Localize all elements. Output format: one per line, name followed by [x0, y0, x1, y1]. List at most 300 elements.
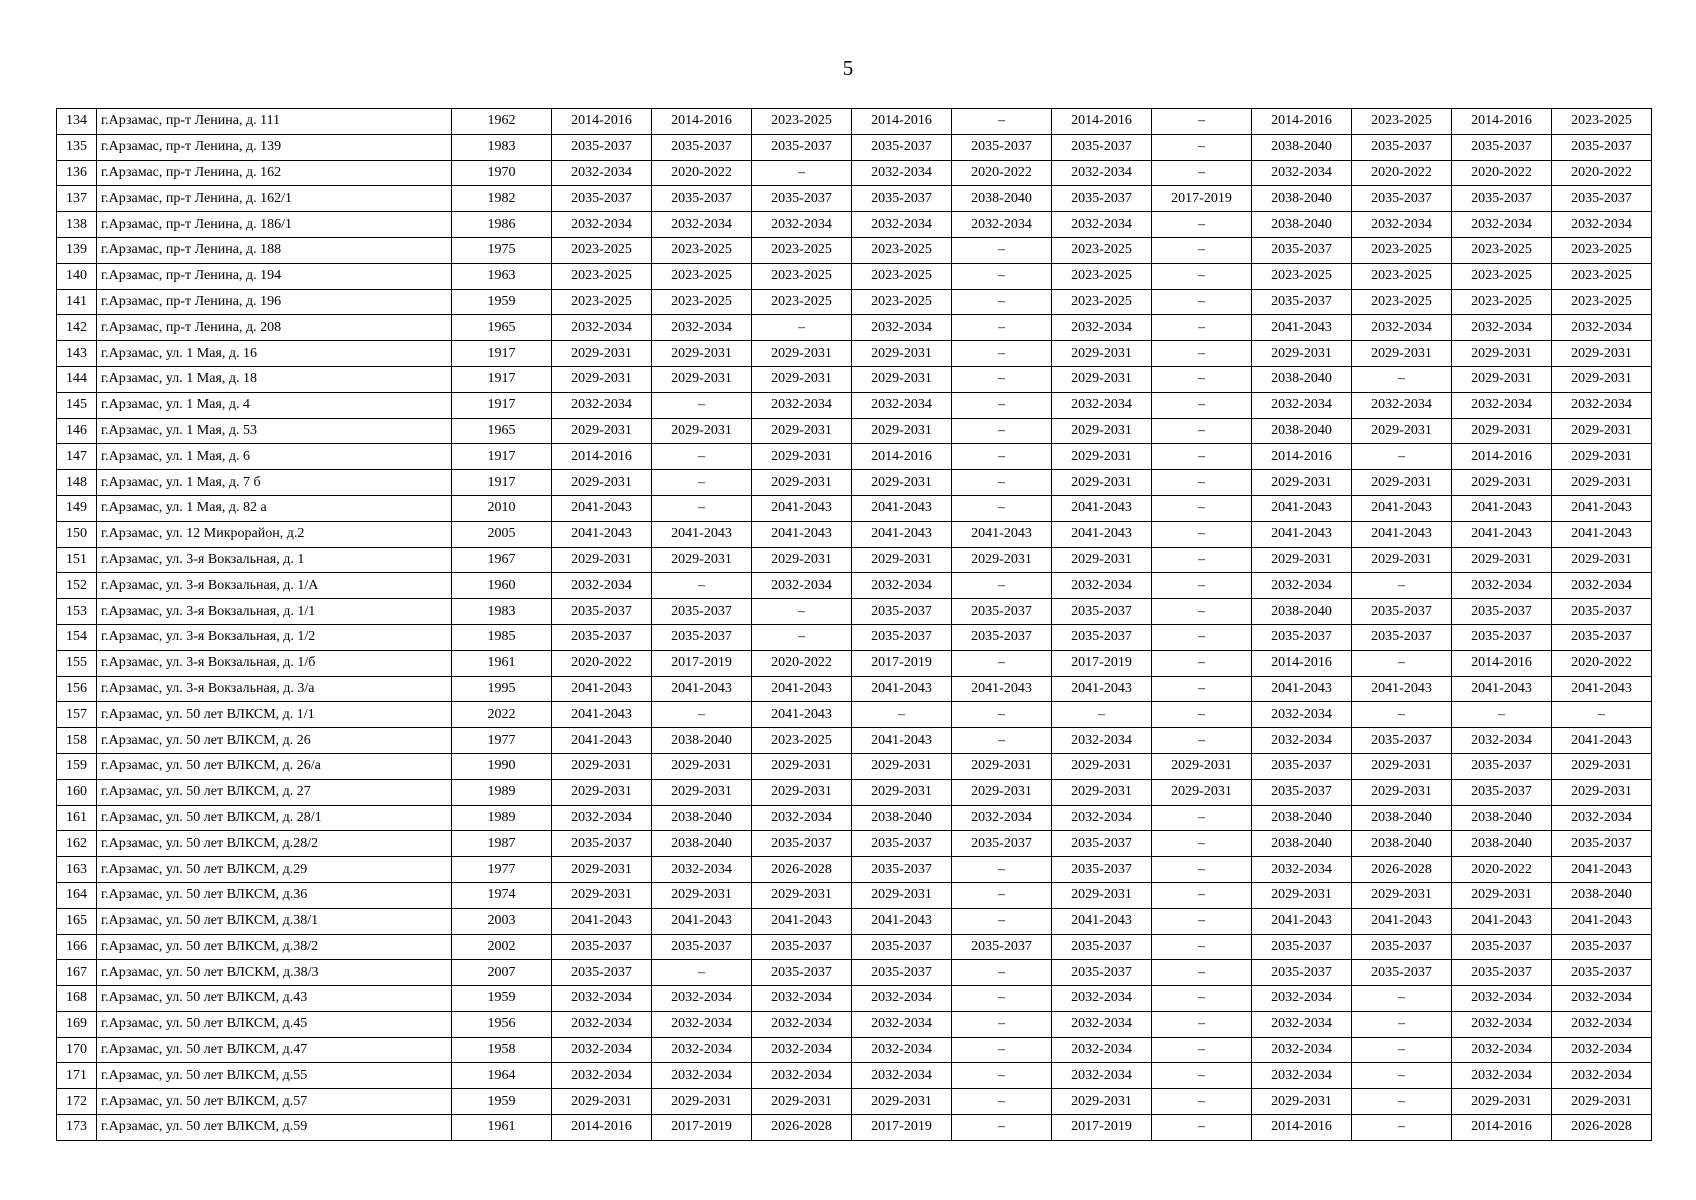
- row-number-cell: 140: [57, 263, 97, 289]
- period-cell-5: –: [952, 289, 1052, 315]
- year-built-cell: 1917: [452, 470, 552, 496]
- period-cell-10: 2035-2037: [1452, 134, 1552, 160]
- period-cell-10: 2038-2040: [1452, 805, 1552, 831]
- period-cell-9: 2038-2040: [1352, 831, 1452, 857]
- address-cell: г.Арзамас, ул. 3-я Вокзальная, д. 1/1: [97, 599, 452, 625]
- period-cell-8: 2038-2040: [1252, 805, 1352, 831]
- period-cell-11: 2032-2034: [1552, 805, 1652, 831]
- table-row: [57, 779, 1652, 805]
- period-cell-1: 2032-2034: [552, 160, 652, 186]
- period-cell-10: 2029-2031: [1452, 882, 1552, 908]
- period-cell-9: 2029-2031: [1352, 470, 1452, 496]
- period-cell-1: 2041-2043: [552, 495, 652, 521]
- period-cell-9: 2029-2031: [1352, 418, 1452, 444]
- table-row: [57, 805, 1652, 831]
- period-cell-7: –: [1152, 599, 1252, 625]
- year-built-cell: 1965: [452, 315, 552, 341]
- address-cell: г.Арзамас, ул. 50 лет ВЛКСМ, д. 28/1: [97, 805, 452, 831]
- row-number-cell: 149: [57, 495, 97, 521]
- period-cell-3: 2032-2034: [752, 1011, 852, 1037]
- year-built-cell: 1975: [452, 237, 552, 263]
- period-cell-3: 2023-2025: [752, 728, 852, 754]
- table-row: [57, 392, 1652, 418]
- period-cell-1: 2029-2031: [552, 1089, 652, 1115]
- period-cell-2: 2038-2040: [652, 728, 752, 754]
- period-cell-2: 2023-2025: [652, 263, 752, 289]
- period-cell-2: 2035-2037: [652, 599, 752, 625]
- period-cell-8: 2032-2034: [1252, 573, 1352, 599]
- row-number-cell: 147: [57, 444, 97, 470]
- period-cell-9: 2041-2043: [1352, 908, 1452, 934]
- period-cell-1: 2029-2031: [552, 857, 652, 883]
- row-number-cell: 157: [57, 702, 97, 728]
- period-cell-3: 2029-2031: [752, 444, 852, 470]
- period-cell-1: 2023-2025: [552, 289, 652, 315]
- address-cell: г.Арзамас, ул. 1 Мая, д. 4: [97, 392, 452, 418]
- period-cell-7: –: [1152, 573, 1252, 599]
- address-cell: г.Арзамас, пр-т Ленина, д. 162/1: [97, 186, 452, 212]
- period-cell-9: 2026-2028: [1352, 857, 1452, 883]
- period-cell-10: 2032-2034: [1452, 1037, 1552, 1063]
- period-cell-1: 2029-2031: [552, 547, 652, 573]
- address-cell: г.Арзамас, ул. 3-я Вокзальная, д. 1/А: [97, 573, 452, 599]
- period-cell-6: 2032-2034: [1052, 1063, 1152, 1089]
- period-cell-6: 2032-2034: [1052, 986, 1152, 1012]
- period-cell-8: 2032-2034: [1252, 1063, 1352, 1089]
- period-cell-11: 2035-2037: [1552, 186, 1652, 212]
- period-cell-4: 2029-2031: [852, 753, 952, 779]
- period-cell-9: –: [1352, 573, 1452, 599]
- address-cell: г.Арзамас, ул. 50 лет ВЛКСМ, д. 1/1: [97, 702, 452, 728]
- period-cell-11: 2032-2034: [1552, 1063, 1652, 1089]
- period-cell-9: 2023-2025: [1352, 263, 1452, 289]
- address-cell: г.Арзамас, ул. 1 Мая, д. 18: [97, 366, 452, 392]
- period-cell-6: 2023-2025: [1052, 237, 1152, 263]
- period-cell-11: 2035-2037: [1552, 599, 1652, 625]
- period-cell-10: 2032-2034: [1452, 728, 1552, 754]
- period-cell-6: 2017-2019: [1052, 1115, 1152, 1141]
- period-cell-6: 2029-2031: [1052, 547, 1152, 573]
- period-cell-4: 2035-2037: [852, 934, 952, 960]
- year-built-cell: 1977: [452, 857, 552, 883]
- period-cell-3: 2032-2034: [752, 212, 852, 238]
- address-cell: г.Арзамас, пр-т Ленина, д. 208: [97, 315, 452, 341]
- period-cell-1: 2035-2037: [552, 186, 652, 212]
- year-built-cell: 2022: [452, 702, 552, 728]
- period-cell-1: 2029-2031: [552, 418, 652, 444]
- period-cell-9: 2029-2031: [1352, 779, 1452, 805]
- period-cell-10: 2020-2022: [1452, 160, 1552, 186]
- period-cell-4: 2041-2043: [852, 521, 952, 547]
- address-cell: г.Арзамас, ул. 50 лет ВЛКСМ, д.57: [97, 1089, 452, 1115]
- period-cell-5: –: [952, 315, 1052, 341]
- period-cell-6: 2041-2043: [1052, 495, 1152, 521]
- year-built-cell: 1917: [452, 366, 552, 392]
- period-cell-1: 2032-2034: [552, 986, 652, 1012]
- period-cell-10: 2035-2037: [1452, 779, 1552, 805]
- period-cell-7: –: [1152, 1011, 1252, 1037]
- period-cell-4: 2029-2031: [852, 470, 952, 496]
- year-built-cell: 1959: [452, 1089, 552, 1115]
- period-cell-3: 2023-2025: [752, 237, 852, 263]
- period-cell-7: –: [1152, 366, 1252, 392]
- period-cell-3: 2029-2031: [752, 779, 852, 805]
- period-cell-8: 2038-2040: [1252, 186, 1352, 212]
- period-cell-6: 2029-2031: [1052, 882, 1152, 908]
- period-cell-3: 2026-2028: [752, 1115, 852, 1141]
- year-built-cell: 2010: [452, 495, 552, 521]
- period-cell-8: 2032-2034: [1252, 702, 1352, 728]
- period-cell-1: 2020-2022: [552, 650, 652, 676]
- address-cell: г.Арзамас, ул. 50 лет ВЛКСМ, д.38/2: [97, 934, 452, 960]
- period-cell-5: –: [952, 728, 1052, 754]
- address-cell: г.Арзамас, ул. 50 лет ВЛКСМ, д.47: [97, 1037, 452, 1063]
- period-cell-1: 2035-2037: [552, 624, 652, 650]
- row-number-cell: 148: [57, 470, 97, 496]
- period-cell-2: 2038-2040: [652, 805, 752, 831]
- period-cell-4: 2029-2031: [852, 779, 952, 805]
- period-cell-6: 2032-2034: [1052, 1011, 1152, 1037]
- period-cell-11: 2041-2043: [1552, 495, 1652, 521]
- address-cell: г.Арзамас, ул. 1 Мая, д. 82 а: [97, 495, 452, 521]
- year-built-cell: 1959: [452, 986, 552, 1012]
- row-number-cell: 160: [57, 779, 97, 805]
- period-cell-6: 2029-2031: [1052, 779, 1152, 805]
- year-built-cell: 1917: [452, 341, 552, 367]
- period-cell-9: –: [1352, 650, 1452, 676]
- row-number-cell: 141: [57, 289, 97, 315]
- period-cell-5: –: [952, 418, 1052, 444]
- period-cell-4: 2029-2031: [852, 341, 952, 367]
- period-cell-7: –: [1152, 934, 1252, 960]
- table-row: [57, 1011, 1652, 1037]
- year-built-cell: 1917: [452, 444, 552, 470]
- period-cell-9: 2023-2025: [1352, 237, 1452, 263]
- address-cell: г.Арзамас, пр-т Ленина, д. 162: [97, 160, 452, 186]
- table-row: [57, 650, 1652, 676]
- period-cell-5: –: [952, 702, 1052, 728]
- period-cell-7: –: [1152, 495, 1252, 521]
- table-row: [57, 831, 1652, 857]
- period-cell-3: 2032-2034: [752, 805, 852, 831]
- address-cell: г.Арзамас, ул. 3-я Вокзальная, д. 3/а: [97, 676, 452, 702]
- period-cell-1: 2014-2016: [552, 444, 652, 470]
- period-cell-10: 2035-2037: [1452, 934, 1552, 960]
- address-cell: г.Арзамас, пр-т Ленина, д. 186/1: [97, 212, 452, 238]
- period-cell-8: 2035-2037: [1252, 624, 1352, 650]
- repair-schedule-table: [56, 108, 1652, 1141]
- period-cell-4: 2029-2031: [852, 1089, 952, 1115]
- period-cell-10: 2032-2034: [1452, 315, 1552, 341]
- table-row: [57, 728, 1652, 754]
- period-cell-4: 2029-2031: [852, 366, 952, 392]
- row-number-cell: 164: [57, 882, 97, 908]
- year-built-cell: 1958: [452, 1037, 552, 1063]
- period-cell-7: –: [1152, 882, 1252, 908]
- period-cell-6: 2029-2031: [1052, 470, 1152, 496]
- period-cell-1: 2041-2043: [552, 676, 652, 702]
- period-cell-6: 2029-2031: [1052, 418, 1152, 444]
- period-cell-6: 2023-2025: [1052, 263, 1152, 289]
- period-cell-2: –: [652, 444, 752, 470]
- period-cell-3: 2029-2031: [752, 753, 852, 779]
- period-cell-4: 2038-2040: [852, 805, 952, 831]
- period-cell-4: 2029-2031: [852, 882, 952, 908]
- period-cell-9: 2032-2034: [1352, 212, 1452, 238]
- period-cell-7: –: [1152, 1115, 1252, 1141]
- table-row: [57, 289, 1652, 315]
- period-cell-4: 2023-2025: [852, 289, 952, 315]
- period-cell-4: 2035-2037: [852, 134, 952, 160]
- period-cell-11: 2026-2028: [1552, 1115, 1652, 1141]
- row-number-cell: 137: [57, 186, 97, 212]
- table-body: [57, 109, 1652, 1141]
- table-row: [57, 134, 1652, 160]
- period-cell-2: 2029-2031: [652, 882, 752, 908]
- period-cell-9: 2035-2037: [1352, 599, 1452, 625]
- period-cell-5: 2035-2037: [952, 831, 1052, 857]
- period-cell-7: –: [1152, 624, 1252, 650]
- period-cell-3: 2023-2025: [752, 263, 852, 289]
- period-cell-11: 2041-2043: [1552, 728, 1652, 754]
- period-cell-11: 2035-2037: [1552, 624, 1652, 650]
- period-cell-2: 2032-2034: [652, 857, 752, 883]
- period-cell-11: 2023-2025: [1552, 263, 1652, 289]
- row-number-cell: 146: [57, 418, 97, 444]
- period-cell-10: 2023-2025: [1452, 237, 1552, 263]
- table-row: [57, 1115, 1652, 1141]
- period-cell-4: 2032-2034: [852, 212, 952, 238]
- period-cell-8: 2014-2016: [1252, 1115, 1352, 1141]
- period-cell-1: 2035-2037: [552, 599, 652, 625]
- period-cell-11: 2020-2022: [1552, 650, 1652, 676]
- year-built-cell: 1983: [452, 134, 552, 160]
- period-cell-3: 2023-2025: [752, 289, 852, 315]
- period-cell-11: 2041-2043: [1552, 908, 1652, 934]
- period-cell-5: 2032-2034: [952, 805, 1052, 831]
- period-cell-2: –: [652, 702, 752, 728]
- period-cell-5: 2035-2037: [952, 934, 1052, 960]
- period-cell-8: 2035-2037: [1252, 753, 1352, 779]
- period-cell-1: 2035-2037: [552, 831, 652, 857]
- address-cell: г.Арзамас, ул. 50 лет ВЛКСМ, д.38/1: [97, 908, 452, 934]
- period-cell-8: 2038-2040: [1252, 212, 1352, 238]
- period-cell-5: –: [952, 1089, 1052, 1115]
- period-cell-9: 2029-2031: [1352, 753, 1452, 779]
- period-cell-8: 2032-2034: [1252, 857, 1352, 883]
- table-row: [57, 521, 1652, 547]
- period-cell-7: –: [1152, 547, 1252, 573]
- period-cell-5: –: [952, 908, 1052, 934]
- period-cell-10: 2032-2034: [1452, 1063, 1552, 1089]
- row-number-cell: 139: [57, 237, 97, 263]
- period-cell-2: 2029-2031: [652, 418, 752, 444]
- period-cell-10: 2032-2034: [1452, 392, 1552, 418]
- period-cell-1: 2035-2037: [552, 960, 652, 986]
- period-cell-11: 2029-2031: [1552, 1089, 1652, 1115]
- address-cell: г.Арзамас, ул. 3-я Вокзальная, д. 1/2: [97, 624, 452, 650]
- period-cell-7: –: [1152, 212, 1252, 238]
- address-cell: г.Арзамас, ул. 1 Мая, д. 6: [97, 444, 452, 470]
- row-number-cell: 154: [57, 624, 97, 650]
- table-row: [57, 573, 1652, 599]
- table-row: [57, 934, 1652, 960]
- period-cell-6: 2041-2043: [1052, 908, 1152, 934]
- period-cell-5: –: [952, 857, 1052, 883]
- period-cell-5: –: [952, 960, 1052, 986]
- period-cell-2: 2032-2034: [652, 1011, 752, 1037]
- year-built-cell: 1986: [452, 212, 552, 238]
- year-built-cell: 1987: [452, 831, 552, 857]
- address-cell: г.Арзамас, ул. 50 лет ВЛКСМ, д.59: [97, 1115, 452, 1141]
- period-cell-6: 2035-2037: [1052, 599, 1152, 625]
- period-cell-8: 2038-2040: [1252, 831, 1352, 857]
- period-cell-5: 2020-2022: [952, 160, 1052, 186]
- period-cell-8: 2041-2043: [1252, 908, 1352, 934]
- period-cell-7: –: [1152, 676, 1252, 702]
- row-number-cell: 144: [57, 366, 97, 392]
- period-cell-5: 2041-2043: [952, 676, 1052, 702]
- period-cell-11: 2029-2031: [1552, 341, 1652, 367]
- period-cell-3: 2041-2043: [752, 676, 852, 702]
- period-cell-8: 2035-2037: [1252, 779, 1352, 805]
- period-cell-2: 2032-2034: [652, 1063, 752, 1089]
- table-row: [57, 160, 1652, 186]
- period-cell-3: 2035-2037: [752, 934, 852, 960]
- year-built-cell: 1956: [452, 1011, 552, 1037]
- period-cell-9: –: [1352, 1037, 1452, 1063]
- period-cell-6: 2032-2034: [1052, 392, 1152, 418]
- period-cell-3: 2032-2034: [752, 986, 852, 1012]
- year-built-cell: 1985: [452, 624, 552, 650]
- row-number-cell: 155: [57, 650, 97, 676]
- table-row: [57, 186, 1652, 212]
- period-cell-6: 2032-2034: [1052, 212, 1152, 238]
- period-cell-5: –: [952, 444, 1052, 470]
- row-number-cell: 172: [57, 1089, 97, 1115]
- period-cell-11: –: [1552, 702, 1652, 728]
- year-built-cell: 1963: [452, 263, 552, 289]
- period-cell-2: 2032-2034: [652, 315, 752, 341]
- period-cell-2: 2029-2031: [652, 779, 752, 805]
- table-row: [57, 599, 1652, 625]
- address-cell: г.Арзамас, пр-т Ленина, д. 139: [97, 134, 452, 160]
- period-cell-7: –: [1152, 263, 1252, 289]
- period-cell-5: 2035-2037: [952, 599, 1052, 625]
- period-cell-2: –: [652, 495, 752, 521]
- period-cell-7: –: [1152, 831, 1252, 857]
- address-cell: г.Арзамас, ул. 50 лет ВЛКСМ, д.45: [97, 1011, 452, 1037]
- period-cell-5: –: [952, 392, 1052, 418]
- period-cell-3: 2026-2028: [752, 857, 852, 883]
- period-cell-3: 2029-2031: [752, 341, 852, 367]
- period-cell-6: 2029-2031: [1052, 1089, 1152, 1115]
- period-cell-2: 2017-2019: [652, 650, 752, 676]
- address-cell: г.Арзамас, ул. 3-я Вокзальная, д. 1/б: [97, 650, 452, 676]
- period-cell-1: 2029-2031: [552, 753, 652, 779]
- period-cell-4: 2017-2019: [852, 1115, 952, 1141]
- period-cell-4: 2032-2034: [852, 1063, 952, 1089]
- period-cell-6: 2023-2025: [1052, 289, 1152, 315]
- year-built-cell: 2005: [452, 521, 552, 547]
- year-built-cell: 1962: [452, 109, 552, 135]
- period-cell-6: 2041-2043: [1052, 521, 1152, 547]
- period-cell-8: 2038-2040: [1252, 418, 1352, 444]
- year-built-cell: 1959: [452, 289, 552, 315]
- period-cell-8: 2038-2040: [1252, 366, 1352, 392]
- table-row: [57, 341, 1652, 367]
- period-cell-3: –: [752, 160, 852, 186]
- period-cell-4: 2032-2034: [852, 315, 952, 341]
- year-built-cell: 1990: [452, 753, 552, 779]
- period-cell-4: 2014-2016: [852, 109, 952, 135]
- period-cell-6: 2041-2043: [1052, 676, 1152, 702]
- year-built-cell: 1977: [452, 728, 552, 754]
- period-cell-7: –: [1152, 702, 1252, 728]
- period-cell-1: 2014-2016: [552, 1115, 652, 1141]
- row-number-cell: 173: [57, 1115, 97, 1141]
- period-cell-8: 2032-2034: [1252, 1037, 1352, 1063]
- period-cell-4: 2032-2034: [852, 160, 952, 186]
- period-cell-7: –: [1152, 728, 1252, 754]
- period-cell-4: 2032-2034: [852, 573, 952, 599]
- period-cell-11: 2029-2031: [1552, 366, 1652, 392]
- period-cell-4: 2014-2016: [852, 444, 952, 470]
- period-cell-1: 2029-2031: [552, 779, 652, 805]
- period-cell-4: 2017-2019: [852, 650, 952, 676]
- period-cell-6: 2035-2037: [1052, 624, 1152, 650]
- row-number-cell: 134: [57, 109, 97, 135]
- period-cell-10: 2029-2031: [1452, 1089, 1552, 1115]
- address-cell: г.Арзамас, ул. 50 лет ВЛКСМ, д. 26/а: [97, 753, 452, 779]
- period-cell-8: 2029-2031: [1252, 341, 1352, 367]
- period-cell-7: –: [1152, 960, 1252, 986]
- period-cell-1: 2029-2031: [552, 882, 652, 908]
- period-cell-10: 2029-2031: [1452, 418, 1552, 444]
- period-cell-8: 2038-2040: [1252, 599, 1352, 625]
- period-cell-8: 2041-2043: [1252, 495, 1352, 521]
- period-cell-4: 2032-2034: [852, 392, 952, 418]
- table-row: [57, 263, 1652, 289]
- period-cell-3: 2035-2037: [752, 186, 852, 212]
- period-cell-10: 2035-2037: [1452, 599, 1552, 625]
- period-cell-8: 2035-2037: [1252, 237, 1352, 263]
- period-cell-2: –: [652, 573, 752, 599]
- period-cell-4: 2035-2037: [852, 599, 952, 625]
- period-cell-11: 2041-2043: [1552, 521, 1652, 547]
- period-cell-9: –: [1352, 1063, 1452, 1089]
- period-cell-7: –: [1152, 470, 1252, 496]
- period-cell-11: 2032-2034: [1552, 1037, 1652, 1063]
- period-cell-9: 2020-2022: [1352, 160, 1452, 186]
- period-cell-7: –: [1152, 805, 1252, 831]
- period-cell-10: 2014-2016: [1452, 650, 1552, 676]
- table-row: [57, 237, 1652, 263]
- period-cell-3: 2032-2034: [752, 392, 852, 418]
- table-row: [57, 109, 1652, 135]
- period-cell-5: –: [952, 1011, 1052, 1037]
- period-cell-4: 2032-2034: [852, 1037, 952, 1063]
- period-cell-1: 2041-2043: [552, 521, 652, 547]
- table-row: [57, 882, 1652, 908]
- address-cell: г.Арзамас, ул. 50 лет ВЛКСМ, д.43: [97, 986, 452, 1012]
- period-cell-10: 2035-2037: [1452, 186, 1552, 212]
- period-cell-5: 2035-2037: [952, 624, 1052, 650]
- period-cell-3: 2035-2037: [752, 831, 852, 857]
- period-cell-11: 2029-2031: [1552, 470, 1652, 496]
- period-cell-5: 2032-2034: [952, 212, 1052, 238]
- period-cell-8: 2032-2034: [1252, 986, 1352, 1012]
